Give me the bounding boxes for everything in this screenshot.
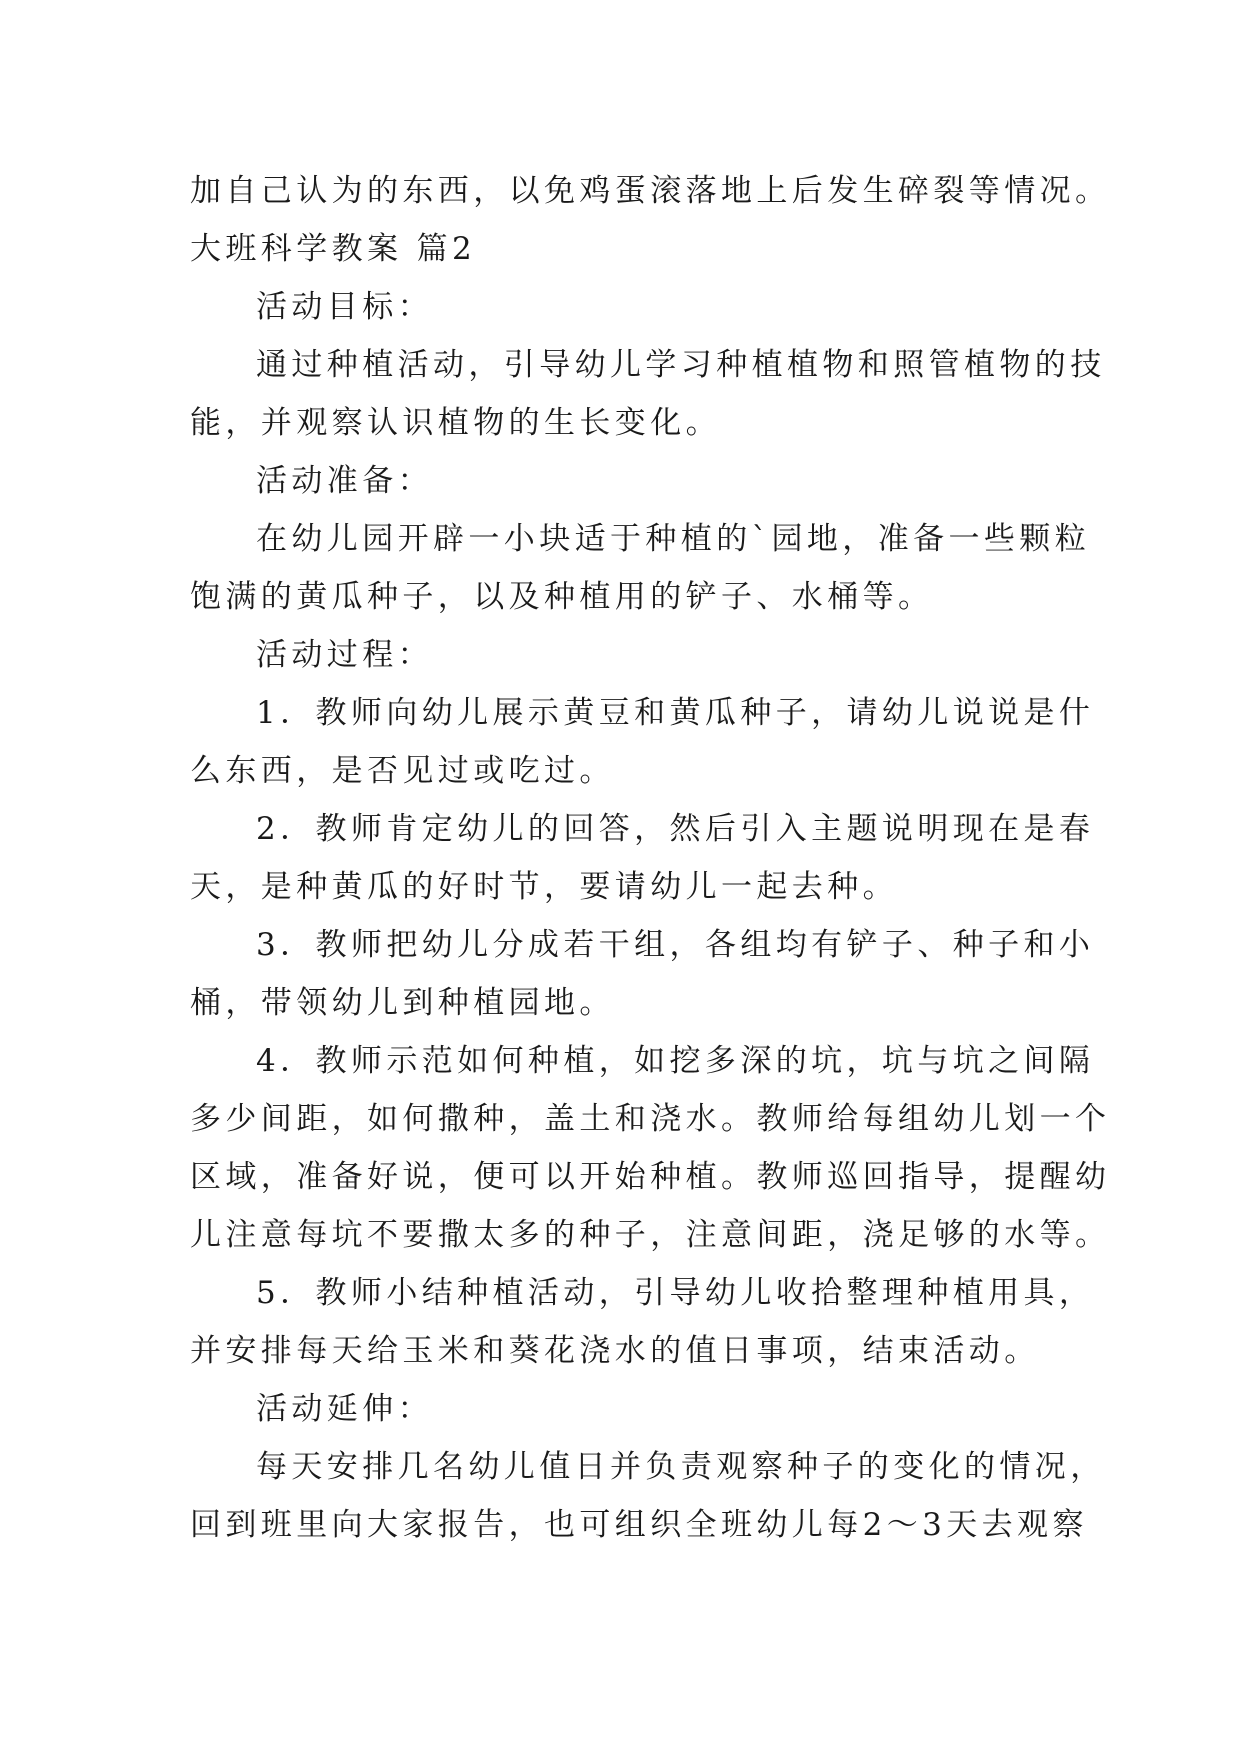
text-line: 回到班里向大家报告，也可组织全班幼儿每2～3天去观察 — [190, 1507, 1088, 1543]
subheading-activity-goal: 活动目标： — [256, 289, 433, 325]
text-line: 么东西，是否见过或吃过。 — [190, 753, 615, 789]
text-line: 能，并观察认识植物的生长变化。 — [190, 405, 721, 441]
text-line: 并安排每天给玉米和葵花浇水的值日事项，结束活动。 — [190, 1333, 1040, 1369]
text-line: 区域，准备好说，便可以开始种植。教师巡回指导，提醒幼 — [190, 1159, 1111, 1195]
text-line: 加自己认为的东西，以免鸡蛋滚落地上后发生碎裂等情况。 — [190, 173, 1111, 209]
text-line: 天，是种黄瓜的好时节，要请幼儿一起去种。 — [190, 869, 898, 905]
text-line: 在幼儿园开辟一小块适于种植的`园地，准备一些颗粒 — [256, 521, 1091, 557]
text-line: 每天安排几名幼儿值日并负责观察种子的变化的情况， — [256, 1449, 1106, 1485]
list-item-3: 3．教师把幼儿分成若干组，各组均有铲子、种子和小 — [256, 927, 1095, 963]
list-item-1: 1．教师向幼儿展示黄豆和黄瓜种子，请幼儿说说是什 — [256, 695, 1095, 731]
list-item-2: 2．教师肯定幼儿的回答，然后引入主题说明现在是春 — [256, 811, 1095, 847]
text-line: 饱满的黄瓜种子，以及种植用的铲子、水桶等。 — [190, 579, 934, 615]
section-heading: 大班科学教案 篇2 — [190, 231, 477, 267]
subheading-activity-prep: 活动准备： — [256, 463, 433, 499]
text-line: 桶，带领幼儿到种植园地。 — [190, 985, 615, 1021]
subheading-activity-extension: 活动延伸： — [256, 1391, 433, 1427]
text-line: 儿注意每坑不要撒太多的种子，注意间距，浇足够的水等。 — [190, 1217, 1111, 1253]
list-item-4: 4．教师示范如何种植，如挖多深的坑，坑与坑之间隔 — [256, 1043, 1095, 1079]
list-item-5: 5．教师小结种植活动，引导幼儿收拾整理种植用具， — [256, 1275, 1095, 1311]
subheading-activity-process: 活动过程： — [256, 637, 433, 673]
text-line: 通过种植活动，引导幼儿学习种植植物和照管植物的技 — [256, 347, 1106, 383]
document-page — [190, 162, 1111, 1554]
text-line: 多少间距，如何撒种，盖土和浇水。教师给每组幼儿划一个 — [190, 1101, 1111, 1137]
